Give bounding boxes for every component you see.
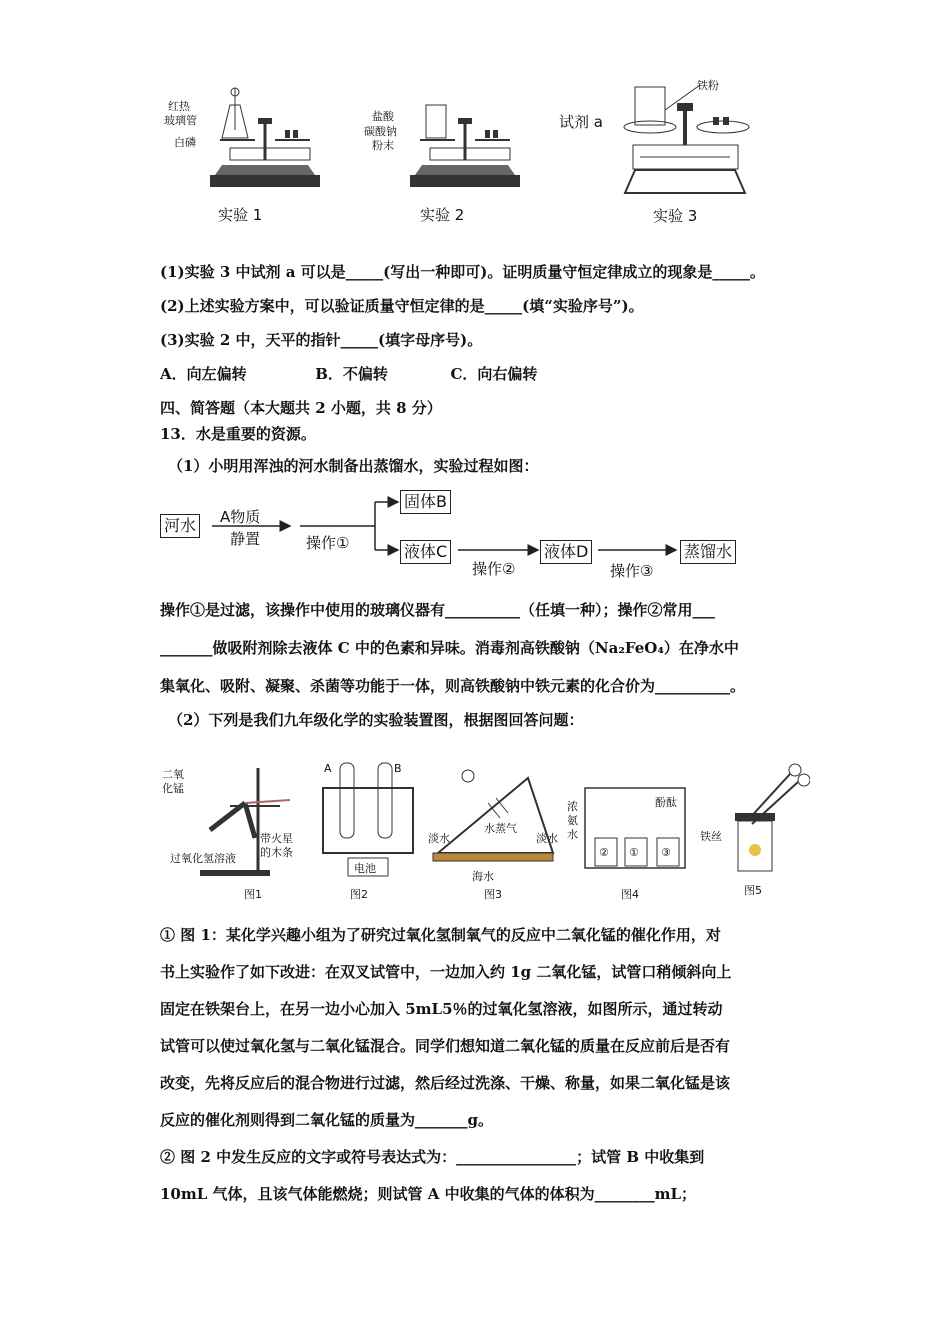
label-glowing-splint-b: 的木条 [260, 846, 293, 859]
fig1-para-line-4: 试管可以使过氧化氢与二氧化锰混合。同学们想知道二氧化锰的质量在反应前后是否有 [160, 1037, 731, 1055]
label-tube-a: A [324, 762, 332, 775]
caption-fig5: 图5 [744, 884, 762, 897]
option-a: A．向左偏转 [160, 365, 247, 383]
q13-sub2: （2）下列是我们九年级化学的实验装置图，根据图回答问题： [168, 711, 584, 729]
label-settle: 静置 [230, 530, 261, 548]
fig1-para-line-6: 反应的催化剂则得到二氧化锰的质量为_______g。 [160, 1111, 493, 1129]
label-glowing-splint: 带火星 [260, 832, 293, 845]
q12-part3: (3)实验 2 中，天平的指针_____(填字母序号)。 [160, 331, 483, 349]
label-h2o2-solution: 过氧化氢溶液 [170, 852, 236, 865]
label-beaker-1: ① [629, 846, 639, 859]
label-mno2: 二氧 [162, 768, 184, 781]
caption-experiment-2: 实验 2 [420, 206, 465, 224]
label-mno2-b: 化锰 [162, 782, 184, 795]
box-river-water: 河水 [160, 514, 200, 538]
fig1-para-line-2: 书上实验作了如下改进：在双叉试管中，一边加入约 1g 二氧化锰，试管口稍倾斜向上 [160, 963, 732, 981]
option-c: C．向右偏转 [450, 365, 538, 383]
figure-3 [428, 758, 558, 903]
label-powder: 粉末 [372, 139, 394, 152]
box-solid-b: 固体B [400, 490, 451, 514]
fig1-para-line-1: ① 图 1：某化学兴趣小组为了研究过氧化氢制氧气的反应中二氧化锰的催化作用，对 [160, 926, 721, 944]
q13-sub1: （1）小明用浑浊的河水制备出蒸馏水，实验过程如图： [168, 457, 539, 475]
caption-experiment-3: 实验 3 [653, 207, 698, 225]
caption-fig4: 图4 [621, 888, 639, 901]
label-fresh-water-right: 淡水 [536, 832, 558, 845]
fig2-para-line-2: 10mL 气体，且该气体能燃烧；则试管 A 中收集的气体的体积为________mL； [160, 1185, 697, 1203]
label-red-hot: 红热 [168, 100, 190, 113]
option-b: B．不偏转 [315, 365, 388, 383]
label-iron-powder: 铁粉 [697, 79, 719, 92]
caption-fig3: 图3 [484, 888, 502, 901]
label-hydrochloric-acid: 盐酸 [372, 110, 394, 123]
box-liquid-d: 液体D [540, 540, 592, 564]
label-sodium-carbonate: 碳酸钠 [364, 125, 397, 138]
label-white-phosphorus: 白磷 [174, 136, 196, 149]
experiment-2-figure [360, 80, 530, 230]
label-operation-1: 操作① [306, 534, 350, 552]
label-phenolphthalein: 酚酞 [655, 796, 677, 809]
box-liquid-c: 液体C [400, 540, 451, 564]
distillation-flow-diagram [160, 488, 760, 588]
label-beaker-2: ② [599, 846, 609, 859]
label-sea-water: 海水 [472, 870, 494, 883]
q12-options [160, 364, 537, 384]
label-beaker-3: ③ [661, 846, 671, 859]
label-glass-tube: 玻璃管 [164, 114, 197, 127]
ops-line-2: _______做吸附剂除去液体 C 中的色素和异味。消毒剂高铁酸钠（Na₂FeO₄）在净水中 [160, 639, 739, 657]
label-operation-2: 操作② [472, 560, 516, 578]
experiment-1-figure [160, 80, 330, 230]
caption-fig2: 图2 [350, 888, 368, 901]
box-distilled-water: 蒸馏水 [680, 540, 736, 564]
q12-part1: (1)实验 3 中试剂 a 可以是_____(写出一种即可)。证明质量守恒定律成立的现象是_____。 [160, 263, 765, 281]
label-fresh-water-left: 淡水 [428, 832, 450, 845]
section-heading: 四、简答题（本大题共 2 小题，共 8 分） [160, 399, 442, 417]
label-ammonia-2: 氨 [567, 814, 578, 827]
q12-part2: (2)上述实验方案中，可以验证质量守恒定律的是_____(填“实验序号”)。 [160, 297, 644, 315]
q13-intro: 13．水是重要的资源。 [160, 425, 316, 443]
caption-fig1: 图1 [244, 888, 262, 901]
figure-1 [160, 758, 310, 903]
label-ammonia-3: 水 [567, 828, 578, 841]
fig5-illustration [700, 758, 810, 883]
fig4-illustration [565, 758, 695, 883]
figure-2 [318, 758, 418, 903]
figure-4 [565, 758, 695, 903]
label-operation-3: 操作③ [610, 562, 654, 580]
caption-experiment-1: 实验 1 [218, 206, 263, 224]
label-tube-b: B [394, 762, 402, 775]
label-battery: 电池 [354, 862, 376, 875]
ops-line-3: 集氧化、吸附、凝聚、杀菌等功能于一体，则高铁酸钠中铁元素的化合价为__________。 [160, 677, 746, 695]
label-iron-wire: 铁丝 [700, 830, 722, 843]
fig1-para-line-3: 固定在铁架台上，在另一边小心加入 5mL5％的过氧化氢溶液，如图所示，通过转动 [160, 1000, 723, 1018]
ops-line-1: 操作①是过滤，该操作中使用的玻璃仪器有__________（任填一种）；操作②常用___ [160, 601, 716, 619]
label-ammonia-1: 浓 [567, 800, 578, 813]
label-water-vapor: 水蒸气 [484, 822, 517, 835]
experiment-3-figure [555, 75, 775, 230]
figure-5 [700, 758, 810, 903]
fig1-para-line-5: 改变，先将反应后的混合物进行过滤，然后经过洗涤、干燥、称量，如果二氧化锰是该 [160, 1074, 731, 1092]
label-reagent-a: 试剂 a [559, 113, 603, 131]
balance-3-illustration [555, 75, 775, 200]
fig2-para-line-1: ② 图 2 中发生反应的文字或符号表达式为：________________；试管 B 中收集到 [160, 1148, 705, 1166]
label-substance-a: A物质 [220, 508, 261, 526]
